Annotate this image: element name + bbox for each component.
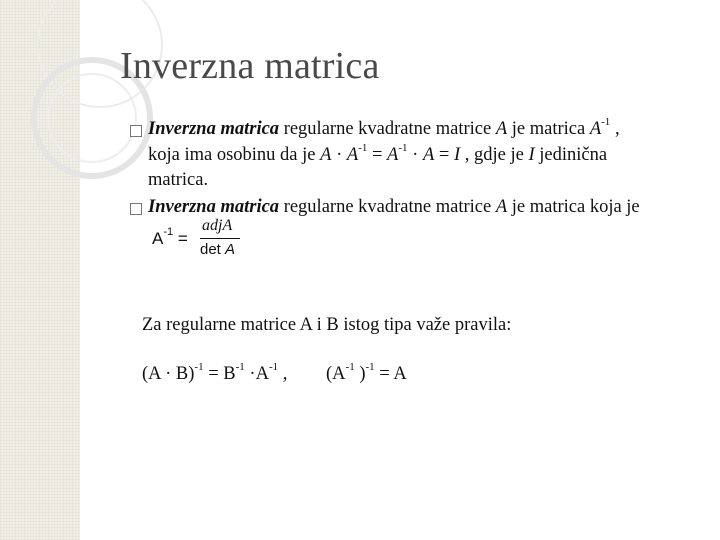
superscript: -1 xyxy=(268,360,279,373)
operator: = xyxy=(434,145,454,165)
term: Inverzna matrica xyxy=(148,119,280,139)
text: je matrica koja je xyxy=(507,197,640,217)
bullet-2-line-1 xyxy=(148,197,640,218)
text: , xyxy=(278,364,288,384)
superscript: -1 xyxy=(365,360,375,373)
superscript: -1 xyxy=(235,360,245,373)
text: je matrica xyxy=(507,119,590,139)
term: Inverzna matrica xyxy=(148,197,280,217)
variable: A xyxy=(589,119,602,139)
operator: · xyxy=(331,145,347,165)
superscript: -1 xyxy=(163,226,174,239)
text: regularne kvadratne matrice xyxy=(279,197,496,217)
text: = A xyxy=(374,364,407,384)
rules-intro: Za regularne matrice A i B istog tipa važe pravila: xyxy=(142,315,512,335)
variable: I xyxy=(453,145,461,165)
formula-lhs xyxy=(152,226,188,249)
text: = B xyxy=(203,364,236,384)
fraction-bar xyxy=(200,238,240,239)
variable: I xyxy=(528,145,535,165)
operator: · xyxy=(407,145,423,165)
text: jedinična xyxy=(534,145,608,165)
rule-1 xyxy=(142,360,288,385)
text: ) xyxy=(354,364,366,384)
superscript: -1 xyxy=(345,360,355,373)
bullet-1-line-3: matrica. xyxy=(148,170,209,190)
variable: A xyxy=(387,145,399,165)
text: (A xyxy=(326,364,346,384)
bullet-1-line-1 xyxy=(148,115,620,140)
rule-2 xyxy=(326,360,407,385)
text: ·A xyxy=(244,364,269,384)
variable: A xyxy=(346,145,359,165)
text: , gdje je xyxy=(460,145,529,165)
variable: A xyxy=(152,229,164,248)
bullet-icon xyxy=(130,125,142,137)
text: regularne kvadratne matrice xyxy=(279,119,496,139)
variable: A xyxy=(320,145,332,165)
fraction-numerator: adjA xyxy=(202,217,233,234)
text: , xyxy=(610,119,620,139)
text: koja ima osobinu da je xyxy=(148,145,321,165)
variable: A xyxy=(225,241,236,258)
superscript: -1 xyxy=(398,141,408,154)
superscript: -1 xyxy=(194,360,204,373)
text: det xyxy=(200,241,226,258)
variable: A xyxy=(422,145,435,165)
operator: = xyxy=(367,145,388,165)
variable: A xyxy=(495,119,508,139)
bullet-icon xyxy=(130,203,142,215)
text: (A · B) xyxy=(142,364,195,384)
slide-title: Inverzna matrica xyxy=(120,45,380,87)
fraction-denominator xyxy=(200,241,235,258)
operator: = xyxy=(173,229,188,248)
superscript: -1 xyxy=(358,141,368,154)
superscript: -1 xyxy=(601,115,611,128)
variable: A xyxy=(495,197,508,217)
bullet-1-line-2 xyxy=(148,141,608,166)
